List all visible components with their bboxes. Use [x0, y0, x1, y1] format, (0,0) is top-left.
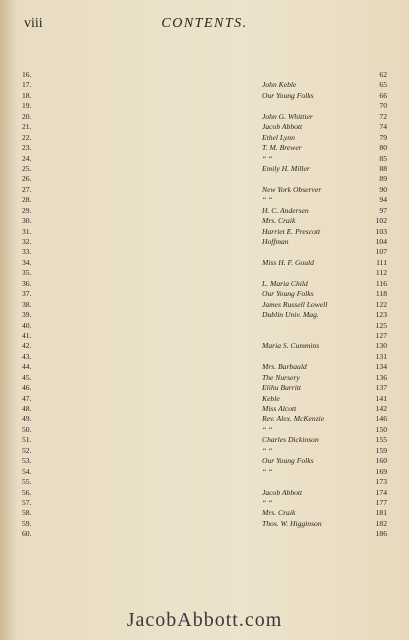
- page-title: CONTENTS.: [161, 16, 248, 31]
- entry-author: John G. Whittier: [262, 111, 313, 121]
- entry-number: 51.: [22, 435, 32, 445]
- entry-page: 159: [375, 445, 387, 455]
- entry-page: 130: [375, 341, 387, 351]
- toc-entry: [22, 477, 387, 487]
- entry-number: 24.: [22, 153, 32, 163]
- toc-entry: [22, 331, 387, 341]
- entry-number: 49.: [22, 414, 32, 424]
- entry-author: Our Young Folks: [262, 289, 314, 299]
- toc-entry: [22, 185, 387, 195]
- entry-number: 31.: [22, 226, 32, 236]
- entry-number: 23.: [22, 143, 32, 153]
- entry-number: 28.: [22, 195, 32, 205]
- toc-entry: [22, 289, 387, 299]
- entry-author: T. M. Brewer: [262, 143, 302, 153]
- entry-page: 142: [375, 404, 387, 413]
- entry-page: 177: [375, 497, 387, 507]
- entry-page: 141: [375, 393, 387, 403]
- entry-author: L. Maria Child: [262, 278, 308, 288]
- entry-page: 123: [375, 310, 387, 320]
- toc-entry: [22, 227, 387, 237]
- entry-page: 74: [379, 122, 387, 132]
- entry-page: 97: [379, 205, 387, 215]
- entry-page: 116: [375, 278, 387, 288]
- entry-number: 21.: [22, 122, 32, 132]
- entry-page: 72: [379, 111, 387, 121]
- toc-entry: [22, 519, 387, 529]
- toc-entry: [22, 174, 387, 184]
- toc-entry: [22, 529, 387, 539]
- toc-entry: [22, 268, 387, 278]
- entry-number: 36.: [22, 278, 32, 288]
- page-number: viii: [24, 16, 43, 31]
- entry-page: 65: [379, 80, 387, 90]
- toc-entry: [22, 206, 387, 216]
- entry-number: 39.: [22, 310, 32, 320]
- toc-entry: [22, 143, 387, 153]
- toc-entry: [22, 498, 387, 508]
- entry-page: 70: [379, 101, 387, 111]
- entry-author: Mrs. Craik: [262, 216, 296, 226]
- entry-number: 57.: [22, 497, 32, 507]
- toc-entry: [22, 122, 387, 132]
- toc-entry: [22, 80, 387, 90]
- entry-author: Dublin Univ. Mag.: [262, 310, 319, 320]
- entry-number: 41.: [22, 330, 32, 340]
- entry-page: 90: [379, 184, 387, 194]
- entry-number: 44.: [22, 362, 32, 372]
- page-header: [0, 12, 409, 36]
- entry-number: 29.: [22, 205, 32, 215]
- entry-number: 55.: [22, 477, 32, 487]
- entry-number: 37.: [22, 289, 32, 299]
- entry-page: 102: [375, 216, 387, 226]
- toc-entry: [22, 321, 387, 331]
- entry-author: Miss H. F. Gould: [262, 257, 314, 267]
- toc-entry: [22, 446, 387, 456]
- entry-number: 56.: [22, 487, 32, 497]
- entry-page: 79: [379, 132, 387, 142]
- entry-page: 134: [375, 362, 387, 372]
- table-of-contents: [22, 70, 387, 540]
- entry-page: 146: [375, 414, 387, 424]
- entry-page: 118: [375, 289, 387, 299]
- entry-author: Rev. Alex. McKenzie: [262, 414, 325, 424]
- entry-author: “ “: [262, 195, 273, 205]
- entry-page: 127: [375, 330, 387, 340]
- toc-entry: [22, 456, 387, 466]
- entry-author: The Nursery: [262, 372, 300, 382]
- entry-number: 16.: [22, 70, 32, 79]
- entry-page: 125: [375, 320, 387, 330]
- toc-entry: [22, 508, 387, 518]
- entry-number: 54.: [22, 466, 32, 476]
- entry-author: H. C. Andersen: [262, 205, 309, 215]
- entry-author: Elihu Burritt: [262, 383, 302, 393]
- entry-number: 53.: [22, 456, 32, 466]
- entry-number: 58.: [22, 508, 32, 518]
- entry-page: 160: [375, 456, 387, 466]
- entry-page: 85: [379, 153, 387, 163]
- entry-number: 59.: [22, 518, 32, 528]
- toc-entry: [22, 101, 387, 111]
- entry-page: 89: [379, 174, 387, 184]
- entry-page: 169: [375, 466, 387, 476]
- entry-page: 137: [375, 383, 387, 393]
- entry-page: 103: [375, 226, 387, 236]
- entry-number: 30.: [22, 216, 32, 226]
- toc-entry: [22, 310, 387, 320]
- entry-page: 181: [375, 508, 387, 518]
- entry-author: “ “: [262, 497, 273, 507]
- entry-author: Keble: [262, 393, 280, 403]
- entry-number: 32.: [22, 237, 32, 246]
- entry-author: Our Young Folks: [262, 90, 314, 100]
- entry-page: 186: [375, 529, 387, 539]
- entry-number: 43.: [22, 351, 32, 361]
- entry-author: Jacob Abbott: [262, 487, 303, 497]
- entry-author: Miss Alcott: [262, 404, 297, 413]
- entry-number: 47.: [22, 393, 32, 403]
- entry-author: Thos. W. Higginson: [262, 518, 322, 528]
- entry-author: Mrs. Craik: [262, 508, 296, 518]
- entry-number: 25.: [22, 163, 32, 173]
- entry-number: 40.: [22, 320, 32, 330]
- entry-page: 94: [379, 195, 387, 205]
- entry-number: 42.: [22, 341, 32, 351]
- entry-number: 60.: [22, 529, 32, 539]
- entry-number: 48.: [22, 404, 32, 413]
- entry-page: 62: [379, 70, 387, 79]
- entry-page: 150: [375, 424, 387, 434]
- toc-entry: [22, 164, 387, 174]
- entry-page: 80: [379, 143, 387, 153]
- entry-author: Emily H. Miller: [262, 163, 310, 173]
- toc-entry: [22, 279, 387, 289]
- toc-entry: [22, 394, 387, 404]
- toc-entry: [22, 216, 387, 226]
- entry-number: 34.: [22, 257, 32, 267]
- entry-page: 88: [379, 163, 387, 173]
- entry-author: Harriet E. Prescott: [262, 226, 321, 236]
- toc-entry: [22, 467, 387, 477]
- entry-number: 46.: [22, 383, 32, 393]
- toc-entry: [22, 258, 387, 268]
- entry-page: 155: [375, 435, 387, 445]
- entry-author: “ “: [262, 424, 273, 434]
- entry-number: 19.: [22, 101, 32, 111]
- toc-entry: [22, 247, 387, 257]
- toc-entry: [22, 341, 387, 351]
- toc-entry: [22, 383, 387, 393]
- entry-author: Jacob Abbott: [262, 122, 303, 132]
- entry-number: 27.: [22, 184, 32, 194]
- entry-author: New York Observer: [262, 184, 322, 194]
- toc-entry: [22, 404, 387, 414]
- entry-author: Hoffman: [262, 237, 289, 246]
- toc-entry: [22, 300, 387, 310]
- toc-entry: [22, 237, 387, 247]
- entry-author: Mrs. Barbauld: [262, 362, 307, 372]
- toc-entry: [22, 362, 387, 372]
- entry-number: 50.: [22, 424, 32, 434]
- entry-author: “ “: [262, 445, 273, 455]
- entry-page: 174: [375, 487, 387, 497]
- entry-author: “ “: [262, 466, 273, 476]
- entry-number: 18.: [22, 90, 32, 100]
- entry-author: Ethel Lynn: [262, 132, 295, 142]
- entry-page: 66: [379, 90, 387, 100]
- toc-entry: [22, 352, 387, 362]
- toc-entry: [22, 195, 387, 205]
- entry-number: 17.: [22, 80, 32, 90]
- toc-entry: [22, 154, 387, 164]
- watermark: JacobAbbott.com: [126, 609, 283, 631]
- entry-number: 52.: [22, 445, 32, 455]
- entry-page: 104: [375, 237, 387, 246]
- toc-entry: [22, 488, 387, 498]
- entry-author: “ “: [262, 153, 273, 163]
- entry-page: 173: [375, 477, 387, 487]
- toc-entry: [22, 133, 387, 143]
- toc-entry: [22, 112, 387, 122]
- toc-entry: [22, 435, 387, 445]
- toc-entry: [22, 91, 387, 101]
- toc-entry: [22, 425, 387, 435]
- toc-entry: [22, 373, 387, 383]
- entry-page: 131: [375, 351, 387, 361]
- entry-page: 122: [375, 299, 387, 309]
- entry-author: Our Young Folks: [262, 456, 314, 466]
- entry-number: 35.: [22, 268, 32, 278]
- entry-number: 45.: [22, 372, 32, 382]
- entry-page: 111: [376, 257, 387, 267]
- entry-number: 20.: [22, 111, 32, 121]
- entry-page: 136: [375, 372, 387, 382]
- entry-author: Charles Dickinson: [262, 435, 319, 445]
- entry-number: 26.: [22, 174, 32, 184]
- entry-page: 107: [375, 247, 387, 257]
- entry-number: 38.: [22, 299, 32, 309]
- entry-author: James Russell Lowell: [262, 299, 328, 309]
- entry-author: John Keble: [262, 80, 297, 90]
- toc-entry: [22, 70, 387, 80]
- entry-page: 182: [375, 518, 387, 528]
- entry-page: 112: [375, 268, 387, 278]
- entry-number: 33.: [22, 247, 32, 257]
- toc-entry: [22, 414, 387, 424]
- entry-author: Maria S. Cummins: [262, 341, 320, 351]
- entry-number: 22.: [22, 132, 32, 142]
